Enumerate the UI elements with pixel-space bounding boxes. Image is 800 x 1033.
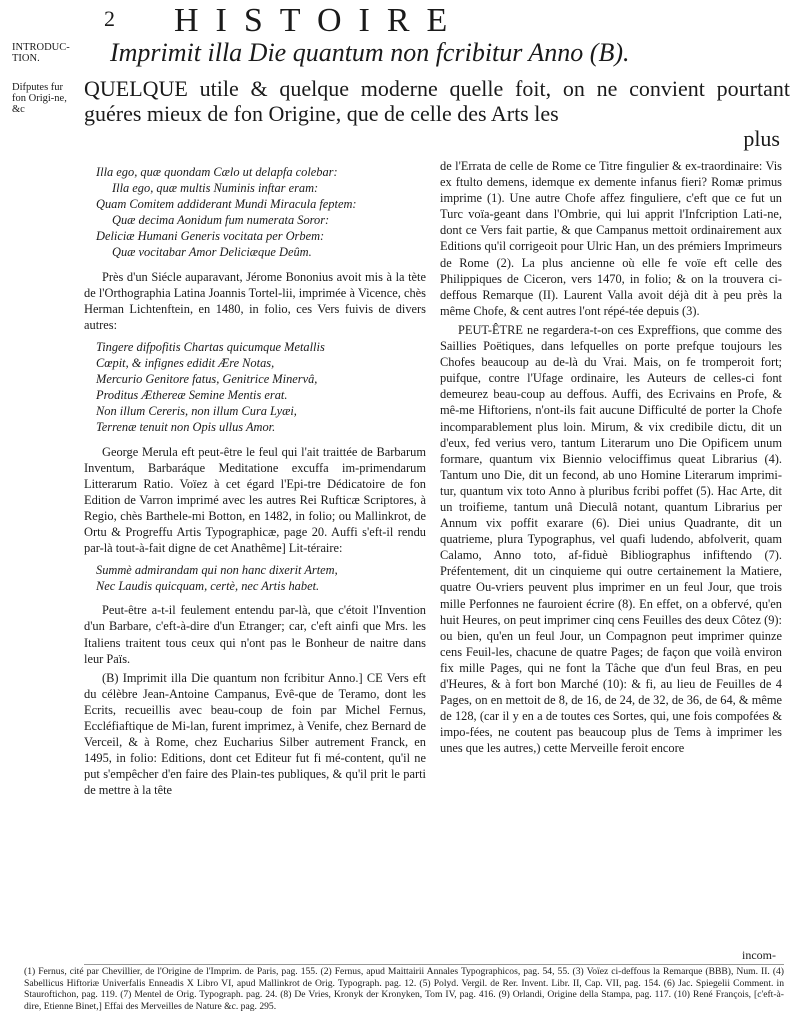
paragraph: Près d'un Siécle auparavant, Jérome Bononius avoit mis à la tète de l'Orthographia Latina Joannis Tortel-lii, imprimée à Vicence, chès Herman Lichtenftein, en 1480, in folio, ces Vers fuivis de divers autres: — [84, 269, 426, 332]
verse-block-2 — [84, 339, 426, 436]
paragraph: George Merula eft peut-être le feul qui l'ait traittée de Barbarum Inventum, Barbaráque Meditatione excuffa im-primendarum Litterarum Ratio. Voïez à cet égard l'Epi-tre Dédicatoire de fon Edition de Varron imprimé avec les autres Rei Rufticæ Scriptores, à Regio, chès Barthele-mi Botton, en 1482, in folio; ou Mallinkrot, de Ortu & Progreffu Artis Typographicæ, page 20. Auffi s'eft-il rendu par-là tout-à-fait digne de cet Anathême] Lit-téraire: — [84, 444, 426, 556]
lead-catchword: plus — [743, 126, 780, 151]
lead-paragraph — [84, 76, 790, 151]
verse-line: Nec Laudis quicquam, certè, nec Artis habet. — [96, 579, 320, 594]
verse-line: Quam Comitem addiderant Mundi Miracula feptem: — [96, 197, 357, 212]
footnote-divider — [84, 964, 784, 965]
verse-line: Quæ vocitabar Amor Deliciæque Deûm. — [112, 245, 312, 260]
verse-line: Illa ego, quæ quondam Cælo ut delapfa colebar: — [96, 165, 338, 179]
margin-note-topic: Difputes fur fon Origi-ne, &c — [12, 82, 67, 115]
page-number: 2 — [104, 6, 115, 31]
verse-line: Summè admirandam qui non hanc dixerit Artem, — [96, 563, 338, 578]
margin-note-section: INTRODUC-TION. — [12, 42, 70, 64]
verse-block-1 — [84, 164, 426, 261]
verse-line: Non illum Cereris, non illum Cura Lyæi, — [96, 404, 297, 419]
verse-line: Deliciæ Humani Generis vocitata per Orbem: — [96, 229, 325, 244]
verse-line: Tingere difpofitis Chartas quicumque Metallis — [96, 339, 325, 354]
section-subtitle: Imprimit illa Die quantum non fcribitur Anno (B). — [110, 38, 630, 67]
lead-text: QUELQUE utile & quelque moderne quelle foit, on ne convient pourtant guéres mieux de fon Origine, que de celle des Arts les — [84, 76, 790, 126]
verse-line: Terrenæ tenuit non Opis ullus Amor. — [96, 420, 276, 435]
paragraph: (B) Imprimit illa Die quantum non fcribitur Anno.] CE Vers eft du célèbre Jean-Antoine Campanus, Evê-que de Teramo, dont les Ecrits, recueillis avec beau-coup de foin par Michel Fernus, Eccléfiaftique de Mi-lan, furent imprimez, à Venife, chez Bernard de Verceil, & à Rome, chez Eucharius Silber autrement Franck, en 1495, in folio: Editions, dont cet Editeur fut fi mé-content, qu'il ne put s'empêcher d'en faire des Plain-tes publiques, & qu'il prit le parti de mettre à la tête — [84, 670, 426, 798]
running-title: HISTOIRE — [174, 2, 465, 39]
verse-line: Proditus Æthereæ Semine Mentis erat. — [96, 388, 288, 403]
catchword: incom- — [742, 948, 776, 962]
left-column — [84, 158, 426, 801]
verse-line: Quæ decima Aonidum fum numerata Soror: — [112, 213, 330, 228]
verse-line: Mercurio Genitore fatus, Genitrice Minervâ, — [96, 372, 318, 387]
right-column — [440, 158, 782, 759]
footnotes: (1) Fernus, cité par Chevillier, de l'Origine de l'Imprim. de Paris, pag. 155. (2) Fernus, apud Maittairii Annales Typographicos, pag. 54, 55. (3) Voïez ci-deffous la Remarque (BBB), Num. II. (4) Sabellicus Hiftoriæ Univerfalis Enneadis X Libro VI, apud Mallinkrot de Orig. Typograph. pag. 12. (5) Polyd. Vergil. de Rer. Invent. Libr. II, Cap. VII, pag. 154. (6) Jac. Spiegelii Comment. in Stauroftichon, pag. 119. (7) Mentel de Orig. Typograph. pag. 24. (8) De Vries, Kronyk der Kronyken, Tom IV, pag. 416. (9) Orlandi, Origine della Stampa, pag. 117. (10) René François, [c'eft-à-dire, Etienne Binet,] Effai des Merveilles de Nature &c. pag. 295. — [24, 966, 784, 1012]
verse-line: Illa ego, quæ multis Numinis inftar eram: — [112, 181, 319, 196]
paragraph: de l'Errata de celle de Rome ce Titre fingulier & ex-traordinaire: Vis ex ftulto demens, idemque ex demente infanus fieri? Romæ primus imprime (1). Une autre Chofe affez finguliere, c'eft que ce fut un Turc voïa-geant dans l'Ombrie, qui lui apprit l'Infcription Lati-ne, dont ce Vers fait partie, & que Campanus mettoit ordinairement aux Editions qu'il corrigeoit pour Ulric Han, un des prémiers Imprimeurs de Rome (2). La plus ancienne où elle fe voïe eft celle des Philippiques de Ciceron, vers 1470, in folio; & on la trouvera ci-deffous Remarque (II). Laurent Valla avoit déjà dit à peu près la même Chofe, & cent autres l'ont répé-tée depuis (3). — [440, 159, 782, 318]
paragraph: Peut-être a-t-il feulement entendu par-là, que c'étoit l'Invention d'un Barbare, c'eft-à-dire d'un Etranger; car, c'eft ainfi que Mrs. les Italiens traitent tous ceux qui n'ont pas le Bonheur de naitre dans leur Païs. — [84, 603, 426, 666]
paragraph: PEUT-ÊTRE ne regardera-t-on ces Expreffions, que comme des Saillies Poëtiques, dans lefquelles on porte prefque toujours les Chofes beaucoup au de-là du Vrai. Mais, on fe tromperoit fort; puifque, contre l'Ufage ordinaire, les Auteurs de celles-ci font demeurez beau-coup au deffous. Auffi, des Ecrivains en Profe, & mê-me Hiftoriens, n'ont-ils fait aucune Difficulté de porter la Chofe incomparablement plus loin. Mirum, & vix credibile dictu, dit un d'eux, fed verius vero, tantum Literarum uno Die Opificem unum formare, quantum vix Biennio velociffimus queat Librarius (4). Tantum uno Die, dit un fecond, ab uno Homine Literarum imprimi-tur, quantum vix toto Anno à pluribus fcribi poffet (5). Hac Arte, dit un troifieme, tantum unâ Dieculâ notant, quantum Librarius per Annum vix poffit exarare (6). Diei unius Quadrante, dit un quatrieme, plura Typographus, vel quafi ludendo, abfolverit, quam Calamo, Anno toto, af-fiduè Bibliographus infiftendo (7). Préfentement, dit un cinquieme qui outre certainement la Matiere, quatre Ou-vriers peuvent plus imprimer en un feul Jour, que trois mille Perfonnes ne fauroient écrire (8). En effet, on a obfervé, qu'en huit Heures, on peut imprimer cinq cens Feuilles des deux Côtez (9): ou bien, qu'en un feul Jour, un Compagnon peut imprimer quinze cens Feuil-les, chacune de quatre Pages; de façon que voilà environ fix mille Pages, qui ne font la Tâche que d'un feul Bras, en peu d'Heures, & à fort bon Marché (10): & fi, au lieu de Feuilles de 4 Pages, on en mettoit de 8, de 16, de 24, de 32, de 36, de 64, & même de 128, (car il y en a de toutes ces Sortes, qui, une fois compofées & impo-fées, ne coutent pas beaucoup plus de Tems à imprimer les unes que les autres,) cette Merveille feroit encore — [440, 322, 782, 756]
verse-line: Cœpit, & infignes edidit Ære Notas, — [96, 356, 275, 371]
verse-block-3 — [84, 562, 426, 594]
